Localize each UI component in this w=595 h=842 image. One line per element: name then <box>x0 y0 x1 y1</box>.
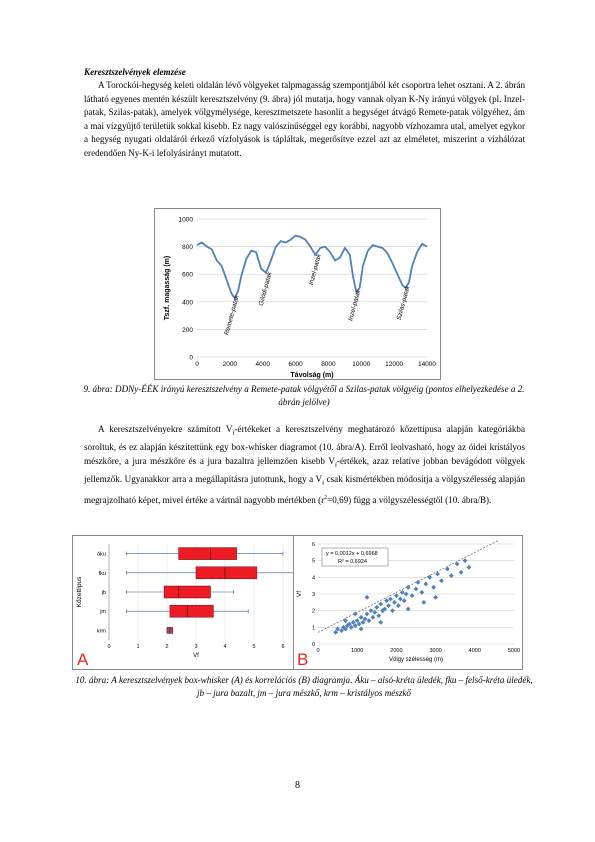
y-tick-label: 4 <box>311 575 315 582</box>
data-point <box>386 603 391 608</box>
data-point <box>390 608 395 613</box>
x-tick-label: 8000 <box>321 361 336 368</box>
data-point <box>435 572 440 577</box>
data-point <box>378 602 383 607</box>
y-tick-label: 200 <box>182 326 193 334</box>
figure-10-caption: 10. ábra: A keresztszelvények box-whisker (A) és korrelációs (B) diagramja. Áku – alsó-kréta üledék, fku – felső-kréta üledék, jb – jura bazalt, jm – jura mészkő, krm – kristályos mészkő <box>75 675 533 698</box>
x-tick-label: 4 <box>223 644 227 650</box>
scatter-chart <box>294 536 522 669</box>
y-tick-label: 0 <box>189 354 193 362</box>
data-point <box>396 603 401 608</box>
data-point <box>370 615 375 620</box>
x-tick-label: 3 <box>194 644 198 650</box>
x-tick-label: 3000 <box>429 648 442 654</box>
data-point <box>421 600 426 605</box>
panel-label: B <box>297 650 309 669</box>
x-tick-label: 5 <box>252 644 256 650</box>
x-tick-label: 0 <box>107 644 111 650</box>
data-point <box>431 585 436 590</box>
data-point <box>414 587 419 592</box>
x-tick-label: 6000 <box>288 361 303 368</box>
x-tick-label: 10000 <box>352 361 371 368</box>
figure-10-panel-a <box>72 535 294 670</box>
valley-annotation: Remete-patak <box>223 294 241 336</box>
category-label: jm <box>100 609 106 616</box>
data-point <box>378 620 383 625</box>
box <box>164 586 210 598</box>
valley-annotation: Gilódi-patak <box>257 271 274 307</box>
y-axis-label: Vf <box>296 590 303 598</box>
y-tick-label: 1000 <box>178 216 193 224</box>
x-tick-label: 1 <box>136 644 140 650</box>
data-point <box>459 570 464 575</box>
trend-equation: y = 0,0012x + 0,6968 <box>326 551 378 557</box>
x-tick-label: 2000 <box>390 648 403 654</box>
data-point <box>376 613 381 618</box>
x-tick-label: 0 <box>195 361 199 368</box>
x-axis-label: Völgy szélesség (m) <box>388 657 444 663</box>
y-tick-label: 3 <box>311 592 315 598</box>
category-label: jb <box>101 590 106 596</box>
valley-annotation: Szilas-patak <box>395 285 412 322</box>
r-squared: R² = 0,6924 <box>338 559 367 565</box>
data-point <box>423 582 428 587</box>
y-tick-label: 1 <box>311 625 315 632</box>
box <box>179 548 237 560</box>
data-point <box>463 558 468 563</box>
x-tick-label: 0 <box>316 648 320 654</box>
cross-section-chart <box>155 209 440 379</box>
x-tick-label: 4000 <box>468 648 481 654</box>
figure-10-panel-b <box>293 535 523 670</box>
paragraph-2: A keresztszelvényekre számított $V_f$-értékeket a keresztszelvény meghatározó kőzettípusa alapján kategóriákba soroltuk, és ez alapján készítettünk egy box-whisker diagramot (10. ábra/A). Erről leolvasható, hogy az óidei kristályos mészkőre, a jura mészkőre és a jura bazaltra jellemzően kisebb $V_f$-értékek, azaz relatíve jobban bevágódott völgyek jellemzők. Ugyanakkor arra a megállapításra jutottunk, hogy a $V_f$ csak kismértékben módosítja a völgyszélesség alapján megrajzolható képet, mivel értéke a vártnál nagyobb mértékben $(r^2=0,69)$ függ a völgyszélességtől (10. ábra/B). <box>84 424 525 505</box>
data-point <box>374 605 379 610</box>
x-tick-label: 2000 <box>222 361 238 368</box>
figure-9 <box>154 208 441 380</box>
y-tick-label: 0 <box>311 642 315 648</box>
valley-annotation: Inzel-patak <box>307 253 323 286</box>
y-tick-label: 5 <box>311 558 315 565</box>
x-tick-label: 5000 <box>507 648 521 654</box>
data-point <box>416 580 421 585</box>
category-label: krm <box>96 628 106 635</box>
y-axis-label: Kőzettípus <box>76 576 83 608</box>
x-tick-label: 2 <box>165 644 169 650</box>
box-whisker-chart <box>73 536 293 669</box>
data-point <box>392 600 397 605</box>
y-axis-label: Tszf. magasság (m) <box>164 255 171 321</box>
y-tick-label: 600 <box>182 271 193 279</box>
y-tick-label: 400 <box>182 299 193 307</box>
x-tick-label: 14000 <box>417 361 437 368</box>
data-point <box>427 575 432 580</box>
y-tick-label: 800 <box>182 244 193 252</box>
data-point <box>365 595 370 600</box>
category-label: fku <box>98 570 106 577</box>
x-tick-label: 12000 <box>385 361 404 368</box>
x-axis-label: Távolság (m) <box>290 372 334 379</box>
category-label: áku <box>97 551 106 558</box>
page-number: 8 <box>295 780 300 791</box>
data-point <box>445 567 450 572</box>
figure-9-caption: 9. ábra: DDNy-ÉÉK irányú keresztszelvény a Remete-patak völgyétől a Szilas-patak völgyéig (pontos elhelyezkedése a 2. ábrán jelölve) <box>83 384 525 407</box>
x-tick-label: 1000 <box>351 648 364 654</box>
paragraph-1: A Torockói-hegység keleti oldalán lévő völgyeket talpmagasság szempontjából két csoportra lehet osztani. A 2. ábrán látható egyenes mentén készült keresztszelvény (9. ábra) jól mutatja, hogy vannak olyan K-Ny irányú völgyek (pl. Inzel-patak, Szilas-patak), amelyek völgymélysége, keresztmetszete hasonlít a hegységet átvágó Remete-patak völgyéhez, ám a mai vízgyűjtő területük sokkal kisebb. Ez nagy valószínűséggel egy korábbi, nagyobb vízhozamra utal, amelyet egykor a hegység nyugati oldaláról érkező vízfolyások is tápláltak, megerősítve ezzel azt az elméletet, miszerint a vízhálózat eredendően Ny-K-i lefolyásirányt mutatott. <box>84 80 525 158</box>
valley-annotation: Inzel-patak <box>347 289 363 322</box>
section-heading: Keresztszelvények elemzése <box>84 67 186 77</box>
x-tick-label: 6 <box>281 644 285 650</box>
data-point <box>433 595 438 600</box>
panel-label: A <box>77 650 89 669</box>
data-point <box>439 578 444 583</box>
data-point <box>365 612 370 617</box>
x-tick-label: 4000 <box>255 361 270 368</box>
x-axis-label: Vf <box>193 653 199 659</box>
box <box>196 567 257 579</box>
box <box>170 605 214 617</box>
y-tick-label: 2 <box>311 608 315 615</box>
y-tick-label: 6 <box>311 542 315 548</box>
data-point <box>467 565 472 570</box>
